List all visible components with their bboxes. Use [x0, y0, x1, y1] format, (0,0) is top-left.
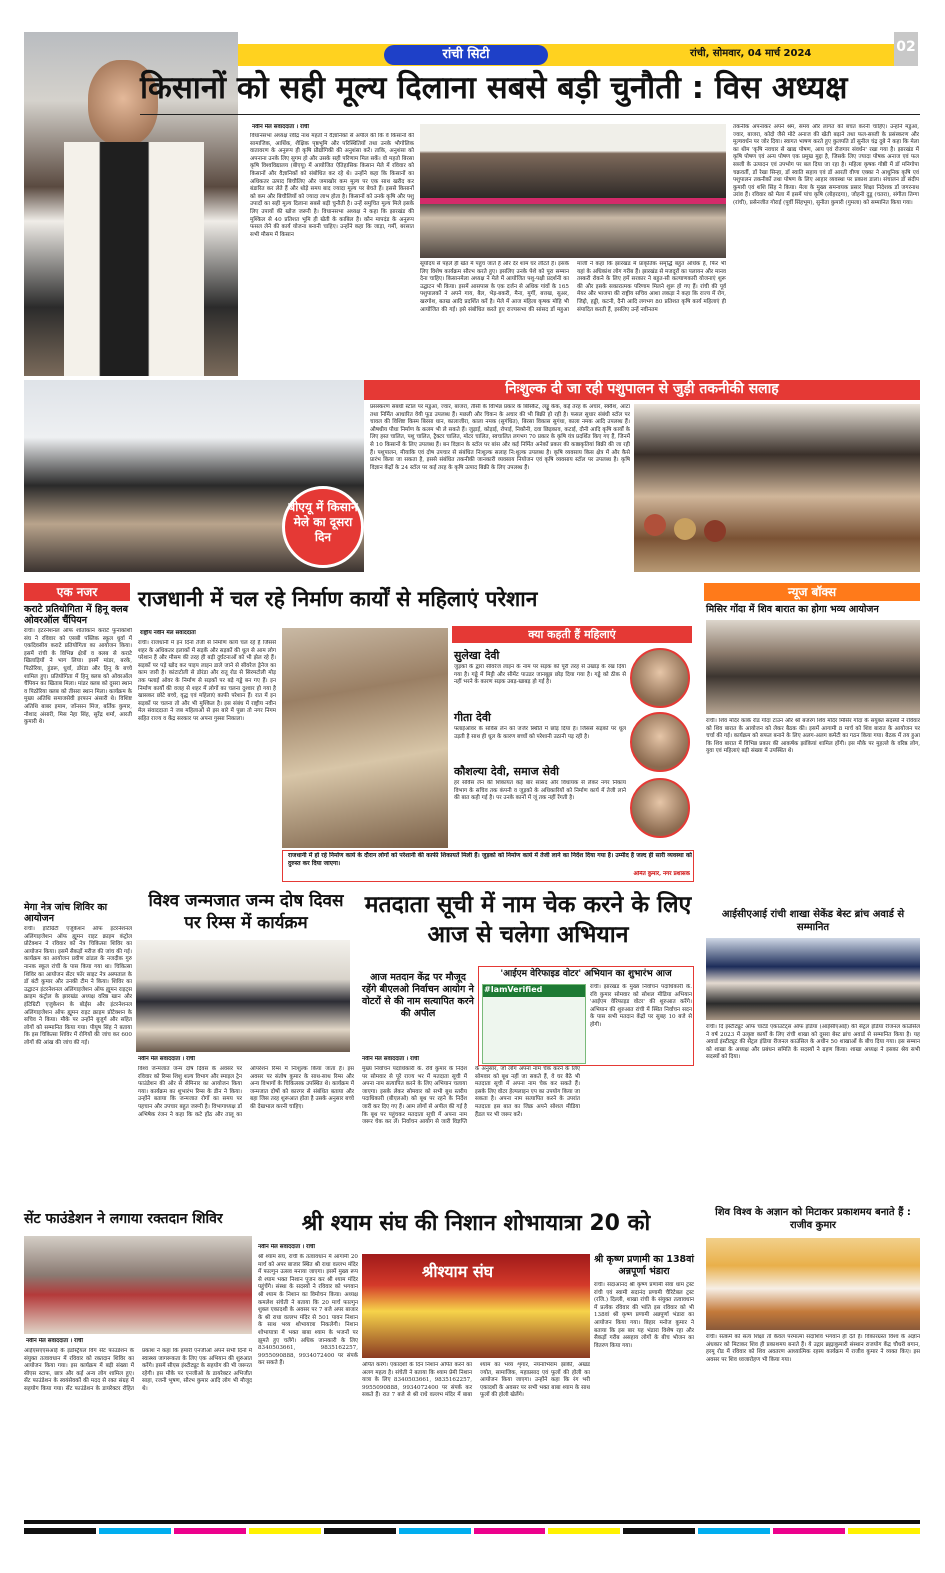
pranami-body: रांची। सदाआनंद श्री कृष्ण प्रणामी सेवा धाम ट्रस्ट रांची एवं स्वामी सदानंद प्रणामी चैरिटेबल ट्रस्ट (रजि.) दिल्ली, शाखा रांची के संयुक्त तत्वावधान में प्रत्येक रविवार की भांति इस रविवार को भी 138वां श्री कृष्ण प्रणामी अन्नपूर्णा भंडारा का आयोजन किया गया। बिहार मनोज कुमार ने बताया कि इस बार यह भंडारा विशेष रहा और सैकड़ों गरीब असहाय लोगों के बीच भोजन का वितरण किया गया।	[594, 1282, 694, 1349]
shyam-body: श्री श्याम संघ, रांची के तत्वावधान में आगामी 20 मार्च को अपर बाजार स्थित श्री राधा वल्लभ मंदिर में फाल्गुन उत्सव मनाया जाएगा। इसमें मुख्य रूप से श्याम भक्त निशान पूजन कर श्री श्याम मंदिर पहुंचेंगे। संस्था के सदस्यों ने रविवार को भगवान श्री श्याम के निशान का विमोचन किया। अध्यक्ष कमलेश संचेती ने बताया कि 20 मार्च फाल्गुन शुक्ल एकादशी के अवसर पर 7 बजे अपर बाजार के श्री राधा वल्लभ मंदिर से 501 पावन निशान के साथ भव्य शोभायात्रा निकलेगी। निशान शोभायात्रा में भक्त बाबा श्याम के भजनों पर झूमते हुए चलेंगे। अधिक जानकारी के लिए 8340503661, 9835162257, 9955090888, 9934072400 पर संपर्क कर सकते हैं।	[258, 1254, 358, 1367]
opinion-avatar-2	[630, 712, 690, 772]
second-headline: निःशुल्क दी जा रही पशुपालन से जुड़ी तकनीकी सलाह	[505, 381, 779, 397]
opinion-quote-3: हर सर्विस लेन की शिकायत कई बार सांसद और विधायक से लेकर नगर निकाय विभाग के सचिव तक कंपनी व जुड़को के अधिकारियों को निर्माण कार्य में तेजी लाने की बात कही गई है। पर उनके कानों में जूं तक नहीं रेंगती है।	[454, 780, 626, 802]
blood-camp-byline: नवीन मेल संवाददाता । रांची	[26, 1338, 83, 1344]
pranami-title: श्री कृष्ण प्रणामी का 138वां अन्नपूर्णा भंडारा	[594, 1254, 694, 1277]
voter-headline: मतदाता सूची में नाम चेक करने के लिए आज से चलेगा अभियान	[364, 892, 692, 948]
construction-photo	[282, 628, 448, 848]
lead-col1: विधानसभा अध्यक्ष रवींद्र नाथ महतो ने वैज्ञानिकों से अपील की कि वे किसानों की सामाजिक, आर्थिक, शैक्षिक पृष्ठभूमि और परिस्थितियों तथा उनके भौगोलिक वातावरण के अनुरूप ही कृषि प्रौद्योगिकी की अनुशंसा करें। ताकि, अनुशंसा को अपनाना उनके लिए सुगम हो और उसके सही परिणाम मिल सकें। वो महतो बिरसा कृषि विश्वविद्यालय (बीएयू) में आयोजित ऐतिहासिक किसान मेले में रविवार को किसानों और वैज्ञानिकों को संबोधित कर रहे थे। उन्होंने कहा कि किसानों का अधिकतर उत्पाद बिचौलिए और जमाखोर कम मूल्य पर एक साथ खरीद कर बंडारित कर लेते हैं और थोड़े समय बाद ज्यादा मूल्य पर बेचते हैं। इससे किसानों को कम और बिचौलियों को ज्यादा लाभ होता है। किसानों को उनके कृषि और पशु उपादों का सही मूल्य दिलाना सबसे बड़ी चुनौती है। उन्हें समुचित मूल्य मिले इसके लिए उपायों की खोज जरूरी है। विधानसभा अध्यक्ष ने कहा कि झारखंड की मुश्किल से 40 प्रतिशत भूमि ही खेती के काबिल है। कौन मापदंड के अनुरूप फसल लेने की कार्य योजना बनानी चाहिए। उन्होंने कहा कि जाड़ा, गर्मी, बरसात सभी मौसम में किसान	[250, 133, 414, 238]
karate-title: कराटे प्रतियोगिता में हिनू क्लब ओवरऑल चैंपियन	[24, 604, 129, 626]
campaign-poster	[482, 984, 586, 1064]
shiv-title: शिव विश्व के अज्ञान को मिटाकर प्रकाशमय बनाते हैं : राजीव कुमार	[715, 1207, 911, 1231]
meeting-photo	[706, 620, 920, 714]
karate-body: रांची। इंटरनेशनल ऑफ शोतोकान कराटे फुनाकोशी संघ ने रविवार को एसबी पब्लिक स्कूल धुर्वा में एकदिवसीय कराटे प्रतियोगिता का आयोजन किया। इसमें रांची के विभिन्न क्षेत्रों व क्लब से कराटे खिलाड़ियों ने भाग लिया। इसमें मांडर, बरके, पिठोरिया, हुंडरू, धुर्वा, डोरंडा और हिनू के बच्चे शामिल हुए। प्रतियोगिता में हिनू क्लब को ओवरऑल चैंपियन का खिताब मिला। मांडर क्लब को दूसरा स्थान व पिठोरिया क्लब को तीसरा स्थान मिला। कार्यक्रम के मुख्य अतिथि समाजसेवी इरफान अंसारी थे। विशिष्ट अतिथि बाबर इमाम, जॉनसन मिंज, बर्तिक कुमार, नौशाद अंसारी, मिस नेहा सिंह, सुरेंद्र शर्मा, आरती कुमारी थे।	[24, 628, 132, 726]
eye-camp-body: रांची। इंटिग्रिटी एजुकेशन ऑफ इंटरनेशनल अलिंगाइजेशन ऑफ ह्यूमन राइट क्राइम कंट्रोल प्रोटेक्शन ने रविवार को नेत्र चिकित्सा शिविर का आयोजन किया। इसमें सैकड़ों मरीज की जांच की गई। कार्यक्रम का आयोजन प्रवीण ढांडल के नजदीक गुरु नानक स्कूल रांची के पास किया गया था। चिकित्सा शिविर का आयोजन सेंटर फॉर साइट नेत्र अस्पताल के डॉ बंटी कुमार और उनकी टीम ने किया। शिविर का उद्घाटन इंटरनेशनल अलिंगाइजेशन ऑफ ह्यूमन राइट्स क्राइम कंट्रोल के झारखंड अध्यक्ष वरिष्ठ खान और इंटिग्रिटी एजुकेशन के बोर्ड्स और इंटरनेशनल अलिंगाइजेशन ऑफ ह्यूमन राइट क्राइम प्रोटेक्शन के सचिव ने किया। मौके पर उन्होंने बुजुर्ग और सहित लोगों को सम्मानित किया गया। पीयूष सिंह ने बताया कि इस चिकित्सा शिविर में रोगियों की जांच कर 600 लोगों की आंख की जांच की गई।	[24, 926, 132, 1046]
campaign-body: रांची। झारखंड के मुख्य निर्वाचन पदाधिकारी के. रवि कुमार सोमवार को सोशल मीडिया अभियान 'आईएम वेरिफाइड वोटर' की शुरुआत करेंगे। अभियान की शुरुआत रांची में स्थित निर्वाचन सदन के पास सभी मतदान केंद्रों पर सुबह 10 बजे से होगी।	[590, 984, 692, 1028]
lead-photo-caption: सूर्योदय से पहले ही खेत में पहुंच जाते हैं और देर शाम घर लौटते हैं। इसके लिए विशेष कार्यक्रम सौरभ करते हुए। इसलिए उनके पेशे को पूरा सम्मान देना चाहिए। किसानमेला अध्यक्ष ने मेले में आयोजित पशु-पक्षी प्रदर्शनी का उद्घाटन भी किया। इसमें आसपास के एक दर्जन से अधिक गांवों के 165 पशुपालकों ने अपने गाय, बैल, भेड़-बकरी, मैना, मुर्गी, बत्तख, सुअर, खरगोश, बतख आदि प्रदर्शित करें है। मेले में आज मंहिला कृषक मोहि भी आयोजित की गई। इसे संबोधित करते हुए राज्यसभा की सांसद डॉ महुआ माजी ने कहा कि झारखंड में प्राकृतिक समृद्धि बहुत अधिक है, फिर भी यहां के अधिकांश लोग गरीब हैं। झारखंड से मजदूरों का पलायन और मानव तस्करी रोकने के लिए हमें सरकार ने बहुत-सी कल्याणकारी योजनाएं शुरू की और इसके सकारात्मक परिणाम मिलने शुरू हो गए हैं। रांची की पूर्व मेयर और भाजपा की राष्ट्रीय सचिव आशा लकड़ा ने कहा कि राज्य में रोग, जिद्दो, हड्डी, कटनी, दैनी आदि लगभग 80 प्रतिशत कृषि कार्य महिलाएं ही संपादित करती हैं, इसलिए उन्हें नवीनतम	[420, 261, 726, 313]
ek-nazar-header: एक नजर	[24, 583, 130, 601]
bau-badge-text: बीएयू में किसान मेले का दूसरा दिन	[288, 500, 358, 544]
footer-rule	[24, 1520, 920, 1524]
page-number: 02	[896, 39, 916, 55]
award-photo	[706, 938, 920, 1020]
opinion-name-3: कौशल्या देवी, समाज सेवी	[454, 765, 559, 778]
shyam-headline: श्री श्याम संघ की निशान शोभायात्रा 20 को	[301, 1211, 651, 1236]
footer-color-strip	[24, 1528, 920, 1534]
shiv-barat-body: रांची। शिव मंदिर कांके रोड गोंदा टाउन और श्री बजरंग शिव मंदिर मिसिर गोंदा के संयुक्त सदस्यों ने रविवार को शिव बारात के आयोजन को लेकर बैठक की। इसमें आगामी 8 मार्च को शिव बारात के आयोजन पर चर्चा की गई। कार्यक्रम को सफल बनाने के लिए अलग-अलग कमेटी का गठन किया गया। बैठक में तय हुआ कि शिव बारात में विभिन्न प्रकार की आकर्षक झांकियां शामिल होंगी। इस मौके पर मुहल्ले के वरिष्ठ लोग, युवा एवं महिलाएं बड़ी संख्या में उपस्थित थे।	[706, 718, 920, 755]
icai-title: आईसीएआई रांची शाखा सेकेंड बेस्ट ब्रांच अवार्ड से सम्मानित	[721, 909, 905, 933]
opinion-quote-1: जुड़को के द्वारा सीवरेज लाइन के नाम पर सड़क को पूरी तरह से उखाड़ के रख दिया गया है। गड्ढे में मिट्टी और सीमेंट पाउडर जानबूझ छोड़ दिया गया है। गड्ढे को ठीक से नहीं भरने के कारण सड़क उबड़-खाबड़ हो गई है।	[454, 664, 626, 686]
edition-label: रांची सिटी	[442, 47, 490, 62]
construction-caption-credit: अमित कुमार, नगर प्रशासक	[633, 871, 690, 877]
birth-defect-body: विश्व जन्मजात जन्म दोष दिवस के अवसर पर रविवार को रिम्स शिशु शल्य विभाग और स्माइल ट्रेन फाउंडेशन की ओर से सेमिनार का आयोजन किया गया। कार्यक्रम का शुभारंभ रिम्स के डीन ने किया। उन्होंने बताया कि जन्मजात रोगों का समय पर पहचान और उपचार बहुत जरूरी है। विभागाध्यक्ष डॉ अभिषेक रंजन ने कहा कि कटे होंठ और तालू का ऑपरेशन रिम्स में निःशुल्क किया जाता है। इस अवसर पर संतोष कुमार के साथ-साथ रिम्स और अन्य विभागों के चिकित्सक उपस्थित थे। कार्यक्रम में जन्मजात दोषों को कारगर से संबंधित बताया और बहा जिस तरह शुरूआत होता है उसके अनुसार बच्चे की देखभाल करनी चाहिए।	[138, 1066, 354, 1118]
voter-byline: नवीन मेल संवाददाता । रांची	[362, 1056, 419, 1062]
birth-defect-headline: विश्व जन्मजात जन्म दोष दिवस पर रिम्स में कार्यक्रम	[148, 891, 344, 933]
brahmakumari-photo	[706, 1238, 920, 1330]
opinion-avatar-3	[630, 778, 690, 838]
campaign-title: 'आईएम वेरिफाइड वोटर' अभियान का शुभारंभ आज	[500, 969, 672, 979]
shyam-body-cont: अर्पित करेंगे। एकादशी के दिन निशान अर्पित करने का अलग महत्व है। संचेती ने बताया कि श्याम प्रेमी निशान यात्रा के लिए 8340503661, 9835162257, 9955090888, 9934072400 पर संपर्क कर सकते हैं। रात 7 बजे से श्री राधे वल्लभ मंदिर में बाबा श्याम का भव्य शृंगार, नयनाभिराम झांकी, अखंड ज्योत, सामाजिक, महाप्रसाद एवं फूलों की होली का आयोजन किया जाएगा। उन्होंने कहा कि रंग भरी एकादशी के अवसर पर सभी भक्त बाबा श्याम के साथ फूलों की होली खेलेंगे।	[362, 1362, 590, 1399]
construction-body: रांची। राजधानी में इन दिनों तेजी से निर्माण कार्य चल रहे हैं जिससे शहर के अधिकतर इलाकों में सड़कें और सड़कों की धूल से आम लोग परेशान हैं और मौसम की तरह ही बड़ी दुर्घटनाओं को भी झेल रहे हैं। सड़कों पर पड़े खोद कर पाइप लाइन डाले जाने से सीवरेज ड्रेनेज का काम जारी है। कांटाटोली से डोरंडा और रातू रोड से सिरमटोली मोड़ तक फ्लाई ओवर के निर्माण से सड़कों पर बड़े गड्ढे बन गए हैं। इन निर्माण कार्यों की वजह से शहर में लोगों का चलना दुश्वार हो गया है खासकर छोटे बच्चे, वृद्ध एवं महिलाएं काफी परेशान हैं। रात में इन सड़कों पर चलना तो और भी मुश्किल है। इस संबंध में राष्ट्रीय नवीन मेल संवाददाता ने जब महिलाओं से इस बारे में पूछा तो नगर निगम सहित राज्य व केंद्र सरकार पर अपना गुस्सा निकाला।	[138, 640, 276, 722]
construction-caption: राजधानी में हो रहे निर्माण कार्य के दौरान लोगों को परेशानी की काफी शिकायतें मिली हैं। जुड़को को निर्माण कार्य में तेजी लाने का निर्देश दिया गया है। उम्मीद है जल्द ही सारी व्यवस्था को दुरुस्त कर दिया जाएगा।	[288, 852, 692, 867]
lamp-lighting-photo	[136, 940, 350, 1052]
opinion-quote-2: फ्लाईओवर के सर्विस लेन को जर्जर स्थिति में छोड़ दिया है। जिससे सड़कों पर धूल उड़ती है साथ ही धूल के कारण बच्चों को परेशानी उठानी पड़ रही है।	[454, 726, 626, 740]
stall-photo	[634, 404, 920, 572]
eye-camp-title: मेगा नेत्र जांच शिविर का आयोजन	[24, 902, 108, 924]
opinions-header: क्या कहती हैं महिलाएं	[452, 626, 692, 643]
construction-headline: राजधानी में चल रहे निर्माण कार्यों से महिलाएं परेशान	[138, 587, 538, 611]
lead-col-right: तकनीक अपनाकर अपने श्रम, समय और लागत को बचत करनी चाहिए। उन्होंने मडुआ, ज्वार, बाजरा, कोदो जैसे मोटे अनाज की खेती बढ़ाने तथा फल-सब्जी के प्रसंस्करण और मूल्यवर्धन पर जोर दिया। स्वागत भाषण करते हुए कुलपति डॉ सुनील चंद्र दुबे ने कहा कि मेला का थीम 'कृषि नवचार से खाद्य पोषण, आय एवं रोजगार संवर्धन' रखा गया है। झारखंड में कृषि पोषण एवं अन्य पोषण एक प्रमुख मुद्दा है, जिसके लिए ज्यादा पोषक अनाज एवं फल सब्जी के उत्पादन एवं उपभोग पर बल दिया जा रहा है। महिला कृषक गोष्ठी में डॉ मनिगोपा चक्रवर्ती, डॉ रेखा सिन्हा, डॉ स्वाति सहाय एवं डॉ आरती वीणा एक्का ने आधुनिक कृषि एवं पशुपालन तकनीकों तथा पोषण के लिए आहार व्यवस्था पर प्रकाश डाला। संचालन डॉ संदीप कुमारी एवं शशि सिंह ने किया। मेला के मुख्य समन्वयक प्रसार शिक्षा निदेशक डॉ जगरनाथ उरांव हैं। रविवार को मेला में इसमें पांच कृषि (लोहरदगा), जोहनी दुडू (चतरा), संगीता तिग्गा (रांची), प्रसेनजीत गोराई (पूर्वी सिंहभूम), सुनीता कुमारी (गुमला) को सम्मानित किया गया।	[733, 124, 919, 206]
second-body: प्रसंस्करण संबंधी स्टॉल पर मडुआ, ज्वार, बाजरा, तीसी के विभिन्न प्रकार के बिस्किट, लड्डू केक, कई तरह के अचार, स्क्वैश, आटा तथा निर्मित आधारित वेयी फूड उपलब्ध हैं। मछली और चिकन के अचार की भी बिक्री हो रही है। फसल सुधार संबंधी स्टॉल पर चावल की विशिष्ट किस्म बिरसा धान, कालाजीरा, काला नमक (सुगंधित), बिरसा विकास सुगंधा, काला नमक आदि उपलब्ध हैं। औषधीय पौधा निर्माण के कलम भी ले सकते हैं। जुड़ाई, कोड़ाई, रोपाई, निकौनी, दवा छिड़काव, कटाई, दौनी आदि कृषि कार्यों के लिए हस्त चालित, पशु चालित, ट्रैक्टर चालित, मोटर चालित, स्वचालित लगभग 70 प्रकार के कृषि यंत्र प्रदर्शित किए गए हैं, जिनमें से 10 किसानों के लिए उपलब्ध हैं। बन विज्ञान के स्टॉल पर बांस और कई निर्मित अनेकों प्रकार की काष्ठकृतियां बिक्री की जा रही हैं। पशुपालन, मीयाकि एवं दोष उपचार से संबंधित निःशुल्क सलाह नि:शुल्क उपलब्ध है। कृषि व्यवसाय किस क्षेत्र में और कैसे प्रारंभ किया जा सकता है, इससे संबंधित तकनीकी जानकारी व्यवसाय नियोजन एवं कृषि व्यवसाय स्टॉल पर उपलब्ध है। कृषि विज्ञान केंद्रों के 24 स्टॉल पर कई तरह के कृषि उत्पाद बिक्री के लिए उपलब्ध हैं।	[370, 404, 630, 471]
shiv-body: रांची। सत्कर्म को सत्य शिक्षा तो केवल परमात्मा सदाशिव भगवान ही देते हैं। विकारग्रस्त विश्व के अज्ञान अंधकार को मिटाकर शिव ही प्रकाशमय बनाते हैं। ये उद्गार ब्रह्माकुमारी संस्थान राजयोग केंद्र चौधरी बगान, हरमू रोड में रविवार को शिव अवतरण आध्यात्मिक रहस्य कार्यक्रम में राजीव कुमार ने व्यक्त किए। इस अवसर पर शिव ध्वजारोहण भी किया गया।	[706, 1334, 920, 1363]
construction-byline: राष्ट्रीय नवीन मेल संवाददाता	[140, 630, 196, 636]
lead-underline	[140, 114, 920, 115]
shyam-byline: नवीन मेल संवाददाता । रांची	[258, 1244, 315, 1250]
blood-camp-body: आईएसएएसआई के इंडस्ट्रियल विंग सेंट फाउंडेशन के संयुक्त तत्वावधान में रविवार को रक्तदान शिविर का आयोजन किया गया। इस कार्यक्रम में बड़ी संख्या में सीएस स्टाफ, छात्र और कई अन्य लोग शामिल हुए। सेंट फाउंडेशन के स्वयंसेवकों की मदद से रक्त संग्रह में सहयोग किया गया। सेंट फाउंडेशन के डायरेक्टर रोहित प्रकाश ने कहा कि हमारी एनजीओ अपने सभी दिनों में स्वास्थ्य जागरूकता के लिए एक अभियान की शुरुआत करेंगे। इसमें सीएस इंस्टीट्यूट के सहयोग की भी जरूरत रहेगी। इस मौके पर एनजीओ के डायरेक्टर अभिजीत साहा, रजनी भूषण, सौरभ कुमार आदि लोग भी मौजूद थे।	[24, 1348, 252, 1392]
opinion-name-1: सुलेखा देवी	[454, 649, 500, 662]
blood-camp-photo	[24, 1236, 252, 1334]
news-box-header: न्यूज बॉक्स	[704, 583, 920, 601]
voter-sidebar-title: आज मतदान केंद्र पर मौजूद रहेंगे बीएलओ निर्वाचन आयोग ने वोटरों से की नाम सत्यापित करने की अपील	[362, 972, 474, 1019]
voter-body: मुख्य निर्वाचन पदाधिकारी के. रवि कुमार के निर्देश पर सोमवार से पूरे राज्य भर में मतदाता सूची में अपना नाम सत्यापित करने के लिए अभियान चलाया जाएगा। इसके लेकर सोमवार को सभी बूथ स्तरीय पदाधिकारी (बीएलओ) को बूथ पर रहने के निर्देश जारी कर दिए गए हैं। आम लोगों से अपील की गई है कि बूथ पर पहुंचकर मतदाता सूची में अपना नाम जरूर चेक कर लें। निर्वाचन आयोग से जारी विज्ञप्ति के अनुसार, जो लोग अपना नाम चेक करने के लिए सोमवार को बूथ नहीं जा सकते हैं, वे घर बैठे भी मतदाता सूची में अपना नाम चेक कर सकते हैं। इसके लिए वोटर हेल्पलाइन एप का उपयोग किया जा सकता है। अपना नाम सत्यापित करने के उपरांत मतदाता इस बात का जिक्र अपने सोशल मीडिया हैंडल पर भी जरूर करें।	[362, 1066, 580, 1126]
inauguration-photo	[420, 124, 726, 258]
birth-defect-byline: नवीन मेल संवाददाता । रांची	[138, 1056, 195, 1062]
icai-body: रांची। दि इंस्टीट्यूट ऑफ चार्टर्ड एकाउंटेंट्स ऑफ इंडिया (आईसीएआई) की सेंट्रल इंडिया रीजनल काउंसिल ने वर्ष 2023 में उत्कृष्ट कार्यों के लिए रांची शाखा को दूसरा बेस्ट ब्रांच अवार्ड से सम्मानित किया है। यह अवार्ड इंस्टीट्यूट की सेंट्रल इंडिया रीजनल काउंसिल के अधीन 50 शाखाओं के बीच दिया गया। इस सम्मान को शाखा के अध्यक्ष और प्रबंधन समिति के सदस्यों ने ग्रहण किया। शाखा अध्यक्ष ने इसका श्रेय सभी सदस्यों को दिया।	[706, 1024, 920, 1061]
shyam-banner-text: श्रीश्याम संघ	[422, 1262, 494, 1281]
dateline: रांची, सोमवार, 04 मार्च 2024	[690, 48, 812, 59]
blood-camp-headline: सेंट फाउंडेशन ने लगाया रक्तदान शिविर	[24, 1211, 223, 1227]
opinion-avatar-1	[630, 648, 690, 708]
opinion-name-2: गीता देवी	[454, 711, 491, 724]
lead-byline: नवीन मेल संवाददाता । रांची	[252, 124, 309, 130]
campaign-hashtag: #IamVerified	[484, 985, 543, 994]
shiv-barat-title: मिसिर गोंदा में शिव बारात का होगा भव्य आयोजन	[706, 604, 879, 615]
lead-headline: किसानों को सही मूल्य दिलाना सबसे बड़ी चुनौती : विस अध्यक्ष	[140, 70, 848, 106]
voter-right-text-continuation	[584, 1066, 694, 1202]
